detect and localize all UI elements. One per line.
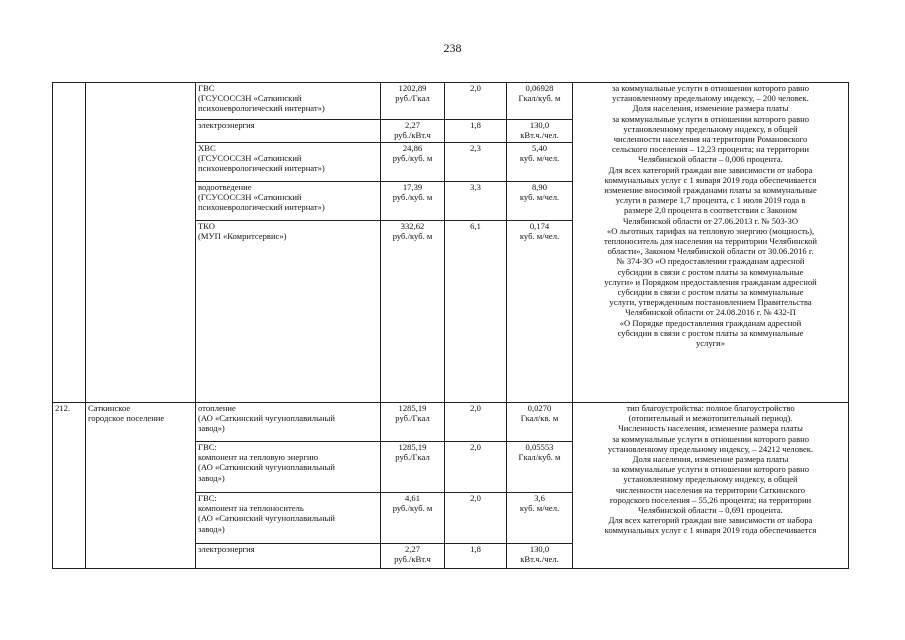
service-name: ГВС: компонент на тепловую энергию (АО «Саткинский чугуноплавильный завод») — [196, 442, 381, 493]
table-row — [53, 83, 849, 120]
tariff-value: 2,27 руб./кВт.ч — [381, 120, 445, 143]
norm-value: 0,06928 Гкал/куб. м — [507, 83, 573, 120]
index-value: 1,8 — [445, 544, 507, 569]
norm-value: 5,40 куб. м/чел. — [507, 143, 573, 182]
norm-value: 130,0 кВт.ч./чел. — [507, 544, 573, 569]
tariff-table — [52, 82, 849, 569]
norm-value: 8,90 куб. м/чел. — [507, 182, 573, 221]
service-name: отопление (АО «Саткинский чугуноплавильный завод») — [196, 403, 381, 442]
service-name: ХВС (ГСУСОССЗН «Саткинский психоневрологический интернат») — [196, 143, 381, 182]
tariff-value: 2,27 руб./кВт.ч — [381, 544, 445, 569]
service-name: ТКО (МУП «Комритсервис») — [196, 221, 381, 403]
tariff-value: 24,86 руб./куб. м — [381, 143, 445, 182]
index-value: 6,1 — [445, 221, 507, 403]
norm-value: 0,174 куб. м/чел. — [507, 221, 573, 403]
norm-value: 130,0 кВт.ч./чел. — [507, 120, 573, 143]
index-value: 3,3 — [445, 182, 507, 221]
index-value: 2,0 — [445, 83, 507, 120]
index-value: 2,0 — [445, 442, 507, 493]
tariff-value: 4,61 руб./куб. м — [381, 493, 445, 544]
service-name: водоотведение (ГСУСОССЗН «Саткинский психоневрологический интернат») — [196, 182, 381, 221]
description-text: за коммунальные услуги в отношении которого равно установленному предельному индексу, – 200 человек. Доля населения, изменение размера платы за коммунальные услуги в отношении которого равно установленному предельному индексу, в общей численности населения на территории Романовского сельского поселения – 12,23 процента; на территории Челябинской области – 0,006 процента. Для всех категорий граждан вне зависимости от набора коммунальных услуг с 1 января 2019 года обеспечивается изменение вносимой гражданами платы за коммунальные услуги в размере 1,7 процента, с 1 июля 2019 года в размере 2,0 процента в соответствии с Законом Челябинской области от 27.06.2013 г. № 503-ЗО «О льготных тарифах на тепловую энергию (мощность), теплоноситель для населения на территории Челябинской области», Законом Челябинской области от 30.06.2016 г. № 374-ЗО «О предоставлении гражданам адресной субсидии в связи с ростом платы за коммунальные услуги» и Порядком предоставления гражданам адресной субсидии в связи с ростом платы за коммунальные услуги, утвержденным постановлением Правительства Челябинской области от 24.08.2016 г. № 432-П «О Порядке предоставления гражданам адресной субсидии в связи с ростом платы за коммунальные услуги» — [573, 83, 849, 403]
index-value: 2,0 — [445, 403, 507, 442]
index-value: 2,3 — [445, 143, 507, 182]
row-number-cell — [53, 83, 86, 403]
tariff-value: 1202,89 руб./Гкал — [381, 83, 445, 120]
norm-value: 3,6 куб. м/чел. — [507, 493, 573, 544]
table-row — [53, 403, 849, 442]
norm-value: 0,05553 Гкал/куб. м — [507, 442, 573, 493]
territory-cell — [86, 83, 196, 403]
tariff-value: 1285,19 руб./Гкал — [381, 442, 445, 493]
norm-value: 0,0270 Гкал/кв. м — [507, 403, 573, 442]
service-name: ГВС (ГСУСОССЗН «Саткинский психоневрологический интернат») — [196, 83, 381, 120]
tariff-value: 1285,19 руб./Гкал — [381, 403, 445, 442]
row-number-cell: 212. — [53, 403, 86, 569]
page-number: 238 — [443, 41, 462, 55]
index-value: 2,0 — [445, 493, 507, 544]
index-value: 1,8 — [445, 120, 507, 143]
service-name: ГВС: компонент на теплоноситель (АО «Саткинский чугуноплавильный завод») — [196, 493, 381, 544]
description-text: тип благоустройства: полное благоустройство (отопительный и межотопительный период). Численность населения, изменение размера платы за коммунальные услуги в отношении которого равно установленному предельному индексу, – 24212 человек. Доля населения, изменение размера платы за коммунальные услуги в отношении которого равно установленному предельному индексу, в общей численности населения на территории Саткинского городского поселения – 55,26 процента; на территории Челябинской области – 0,691 процента. Для всех категорий граждан вне зависимости от набора коммунальных услуг с 1 января 2019 года обеспечивается — [573, 403, 849, 569]
tariff-value: 332,62 руб./куб. м — [381, 221, 445, 403]
tariff-value: 17,39 руб./куб. м — [381, 182, 445, 221]
service-name: электроэнергия — [196, 544, 381, 569]
territory-cell: Саткинское городское поселение — [86, 403, 196, 569]
service-name: электроэнергия — [196, 120, 381, 143]
